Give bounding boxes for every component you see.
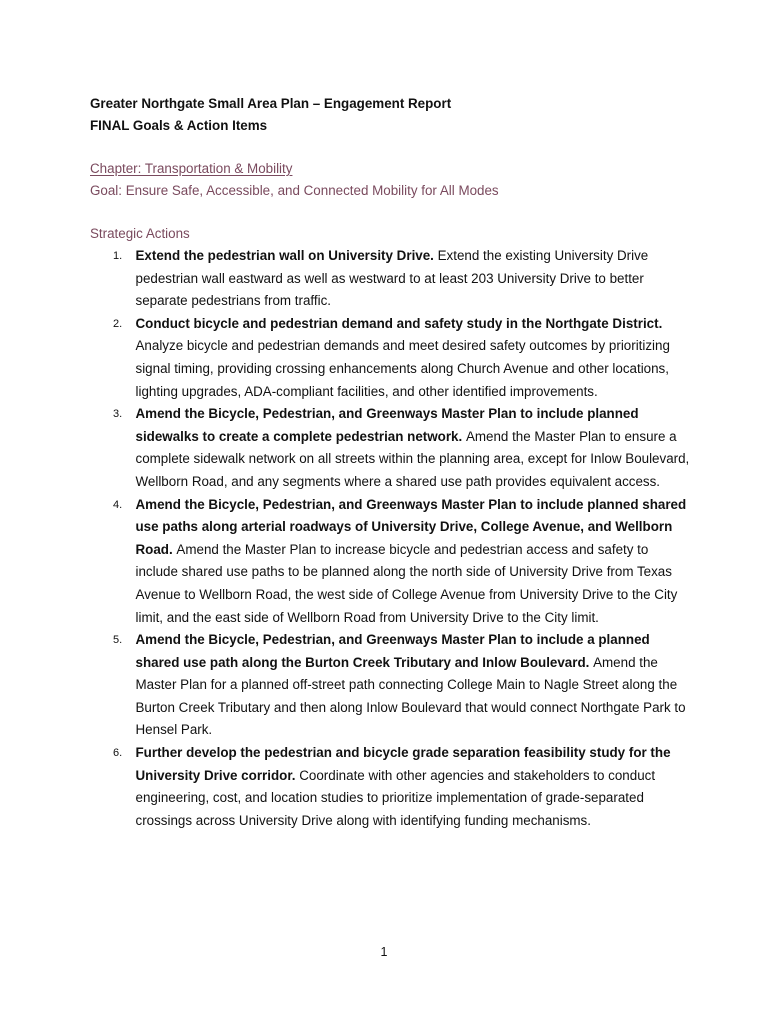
document-title: Greater Northgate Small Area Plan – Engagement Report: [90, 96, 452, 111]
action-item: [90, 742, 690, 832]
document-subtitle: FINAL Goals & Action Items: [90, 118, 268, 133]
action-item: [90, 629, 690, 742]
action-title: Amend the Bicycle, Pedestrian, and Greenways Master Plan to include planned shared use paths along arterial roadways of University Drive, College Avenue, and Wellborn Road.: [135, 496, 687, 557]
action-title: Extend the pedestrian wall on University Drive.: [135, 248, 438, 263]
action-number: 2.: [113, 317, 123, 330]
page-number: 1: [380, 945, 388, 959]
action-item: [90, 403, 690, 493]
action-body: Extend the existing University Drive pedestrian wall eastward as well as westward to at least 203 University Drive to better separate pedestrians from traffic.: [135, 248, 649, 309]
action-number: 5.: [113, 634, 123, 647]
document-header: [90, 93, 451, 137]
strategic-actions-list: [90, 245, 690, 832]
action-number: 3.: [113, 408, 123, 421]
section-label: Strategic Actions: [90, 226, 190, 241]
action-item: [90, 245, 690, 313]
action-body: Amend the Master Plan to ensure a complete sidewalk network on all streets within the planning area, except for Inlow Boulevard, Wellborn Road, and any segments where a shared use path provides equivalent access.: [135, 428, 690, 489]
action-item: [90, 313, 690, 403]
goal-statement: Goal: Ensure Safe, Accessible, and Connected Mobility for All Modes: [90, 183, 499, 198]
action-title: Conduct bicycle and pedestrian demand and safety study in the Northgate District.: [135, 315, 663, 331]
action-number: 4.: [113, 498, 123, 511]
action-body: Analyze bicycle and pedestrian demands and meet desired safety outcomes by prioritizing signal timing, providing crossing enhancements along Church Avenue and other locations, lighting upgrades, ADA-compliant facilities, and other identified improvements.: [135, 338, 670, 399]
action-title: Further develop the pedestrian and bicycle grade separation feasibility study for the University Drive corridor.: [135, 745, 671, 783]
action-title: Amend the Bicycle, Pedestrian, and Greenways Master Plan to include a planned shared use path along the Burton Creek Tributary and Inlow Boulevard.: [135, 632, 650, 670]
action-body: Amend the Master Plan to increase bicycle and pedestrian access and safety to include shared use paths to be planned along the north side of University Drive from Texas Avenue to Wellborn Road, the west side of College Avenue from University Drive to the City limit, and the east side of Wellborn Road from University Drive to the City limit.: [135, 541, 678, 625]
chapter-block: [90, 158, 499, 202]
action-item: [90, 494, 690, 630]
action-title: Amend the Bicycle, Pedestrian, and Greenways Master Plan to include planned sidewalks to create a complete pedestrian network.: [135, 406, 639, 444]
action-number: 6.: [113, 747, 123, 760]
chapter-heading: Chapter: Transportation & Mobility: [90, 161, 293, 176]
action-number: 1.: [113, 250, 123, 262]
action-body: Coordinate with other agencies and stakeholders to conduct engineering, cost, and location studies to prioritize implementation of grade-separated crossings across University Drive along with identifying funding mechanisms.: [135, 767, 656, 828]
action-body: Amend the Master Plan for a planned off-street path connecting College Main to Nagle Street along the Burton Creek Tributary and then along Inlow Boulevard that would connect Northgate Park to Hensel Park.: [135, 654, 686, 738]
